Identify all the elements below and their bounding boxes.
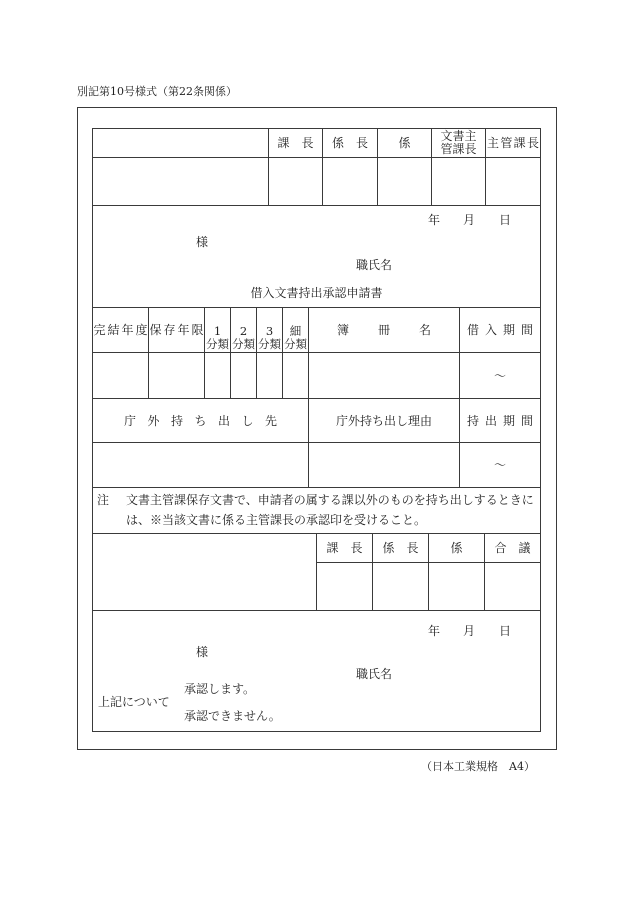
borrowing-period-field — [459, 352, 541, 399]
classification-number: 1 — [213, 324, 222, 338]
approval-2-section-chief-label: 課 長 — [326, 541, 363, 555]
approval-2-blank-cell — [92, 533, 317, 611]
paper-size-footer: （日本工業規格 A4） — [421, 760, 535, 773]
sub-classification-field — [282, 352, 309, 399]
approval-1-subsection-chief-stamp-box — [322, 157, 378, 206]
approval-2-consultation-stamp-box — [484, 562, 541, 611]
header-removal-destination — [92, 398, 309, 443]
header-classification-1 — [204, 307, 231, 353]
removal-destination-field — [92, 442, 309, 488]
reject-option: 承認できません。 — [184, 709, 281, 723]
approval-1-records-dept-chief-stamp-box — [431, 157, 486, 206]
note-mark: 注 — [97, 493, 110, 507]
note-section — [92, 487, 541, 534]
approval-1-staff-header — [377, 128, 432, 158]
removal-period-field — [459, 442, 541, 488]
approver-name-label: 職氏名 — [356, 667, 393, 681]
approval-2-consultation-label: 合 議 — [494, 541, 531, 555]
header-completion-fiscal-year — [92, 307, 149, 353]
classification-number: 細 — [289, 324, 302, 338]
application-date-day: 日 — [499, 213, 512, 227]
approval-1-records-dept-chief-label-line1: 文書主 — [440, 129, 477, 143]
header-borrowing-period-label: 借入期間 — [466, 323, 539, 337]
classification-unit: 分類 — [258, 337, 281, 351]
classification-unit: 分類 — [232, 337, 255, 351]
application-date-month: 月 — [463, 213, 476, 227]
approval-2-consultation-header — [484, 533, 541, 563]
application-addressee-suffix: 様 — [196, 235, 209, 249]
retention-period-field — [148, 352, 205, 399]
form-number-label: 別記第10号様式（第22条関係） — [77, 85, 237, 98]
classification-unit: 分類 — [206, 337, 229, 351]
completion-fiscal-year-field — [92, 352, 149, 399]
approval-date-month: 月 — [463, 624, 476, 638]
approval-2-subsection-chief-header — [372, 533, 429, 563]
approval-2-staff-header — [428, 533, 485, 563]
applicant-name-label: 職氏名 — [356, 258, 393, 272]
approval-1-section-chief-header — [268, 128, 323, 158]
approval-1-records-dept-chief-label-line2: 管課長 — [440, 142, 477, 156]
approval-1-staff-stamp-box — [377, 157, 432, 206]
approval-1-subsection-chief-label: 係 長 — [331, 136, 368, 150]
removal-reason-field — [308, 442, 460, 488]
application-heading-section — [92, 205, 541, 308]
form-title: 借入文書持出承認申請書 — [250, 286, 383, 300]
header-retention-period — [148, 307, 205, 353]
classification-2-field — [230, 352, 257, 399]
classification-1-field — [204, 352, 231, 399]
classification-number: 2 — [239, 324, 248, 338]
header-completion-fiscal-year-label: 完結年度 — [93, 323, 150, 337]
approval-addressee-suffix: 様 — [196, 645, 209, 659]
period-range-tilde: ～ — [493, 458, 506, 472]
approval-1-section-chief-label: 課 長 — [277, 136, 314, 150]
application-date-year: 年 — [428, 213, 441, 227]
approval-2-subsection-chief-label: 係 長 — [382, 541, 419, 555]
header-ledger-name-label: 簿冊名 — [337, 323, 461, 337]
approval-lead-text: 上記について — [98, 695, 170, 709]
approval-date-year: 年 — [428, 624, 441, 638]
header-borrowing-period — [459, 307, 541, 353]
approval-1-section-chief-stamp-box — [268, 157, 323, 206]
note-text-line2: は、※当該文書に係る主管課長の承認印を受けること。 — [126, 513, 427, 527]
header-removal-reason-label: 庁外持ち出し理由 — [335, 413, 432, 428]
approval-1-staff-label: 係 — [398, 136, 411, 150]
classification-3-field — [256, 352, 283, 399]
note-text-line1: 文書主管課保存文書で、申請者の属する課以外のものを持ち出しするときに — [126, 493, 534, 507]
approval-2-subsection-chief-stamp-box — [372, 562, 429, 611]
approval-date-day: 日 — [499, 624, 512, 638]
header-retention-period-label: 保存年限 — [149, 323, 206, 337]
approval-2-staff-stamp-box — [428, 562, 485, 611]
approval-1-records-dept-chief-header — [431, 128, 486, 158]
header-removal-period — [459, 398, 541, 443]
approve-option: 承認します。 — [184, 682, 256, 696]
approval-1-blank-cell — [92, 157, 269, 206]
classification-unit: 分類 — [284, 337, 307, 351]
approval-1-blank-header-cell — [92, 128, 269, 158]
approval-notice-section — [92, 610, 541, 732]
approval-2-section-chief-stamp-box — [316, 562, 373, 611]
header-removal-period-label: 持出期間 — [466, 413, 539, 428]
approval-2-staff-label: 係 — [450, 541, 463, 555]
ledger-name-field — [308, 352, 460, 399]
period-range-tilde: ～ — [493, 368, 506, 383]
header-removal-reason — [308, 398, 460, 443]
approval-2-section-chief-header — [316, 533, 373, 563]
approval-1-responsible-dept-chief-label: 主管課長 — [487, 136, 541, 150]
header-classification-2 — [230, 307, 257, 353]
header-classification-3 — [256, 307, 283, 353]
approval-1-responsible-dept-chief-header — [485, 128, 541, 158]
classification-number: 3 — [265, 324, 274, 338]
approval-1-subsection-chief-header — [322, 128, 378, 158]
approval-1-responsible-dept-chief-stamp-box — [485, 157, 541, 206]
header-sub-classification — [282, 307, 309, 353]
header-ledger-name — [308, 307, 460, 353]
header-removal-destination-label: 庁外持ち出し先 — [123, 413, 289, 428]
